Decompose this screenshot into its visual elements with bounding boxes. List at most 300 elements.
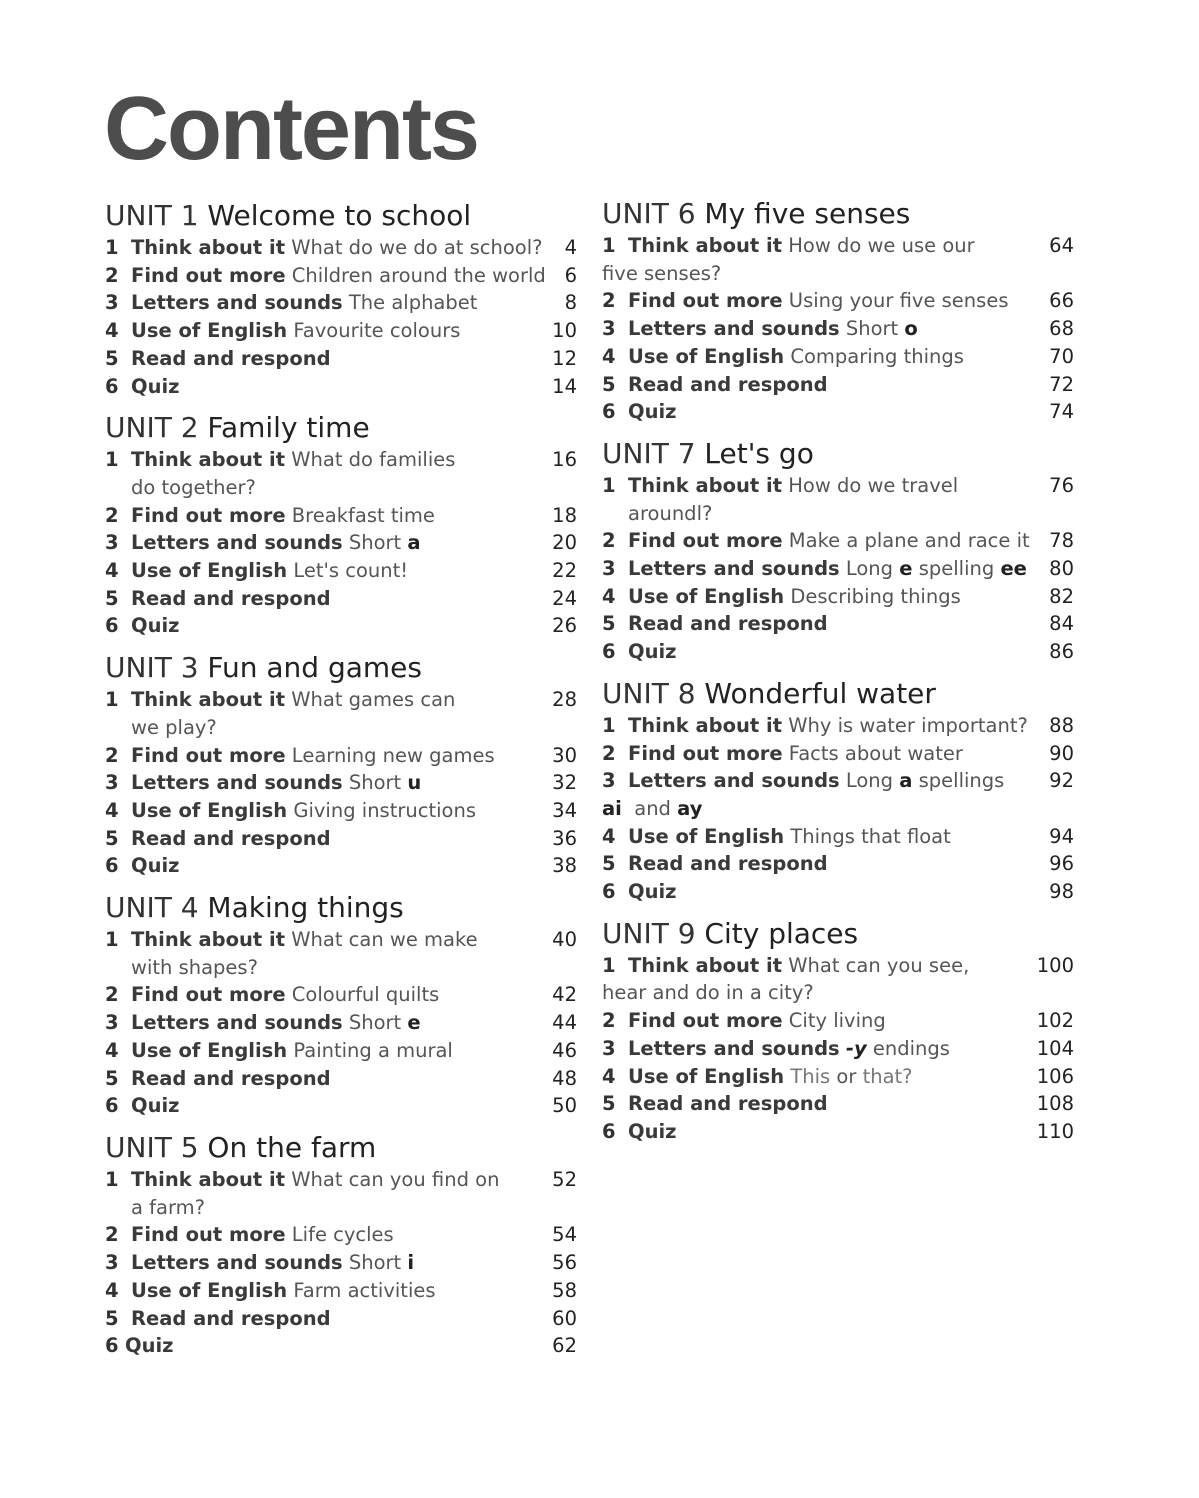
contents-entry[interactable] (602, 472, 1074, 500)
entry-keyword: Use of English (131, 1278, 288, 1302)
entry-number: 6 (105, 1334, 119, 1358)
entry-keyword: Read and respond (628, 372, 828, 396)
entry-number: 3 (602, 769, 616, 793)
entry-keyword: Quiz (131, 854, 180, 878)
contents-entry[interactable] (105, 262, 577, 290)
contents-entry[interactable] (105, 825, 577, 853)
entry-keyword: Read and respond (131, 1066, 331, 1090)
entry-title: Describing things (790, 584, 961, 608)
unit-heading (105, 410, 577, 446)
entry-number: 3 (602, 557, 616, 581)
entry-page: 58 (552, 1278, 577, 1302)
entry-title: Farm activities (293, 1278, 436, 1302)
entry-keyword: Think about it (131, 236, 286, 259)
entry-number: 3 (105, 1251, 119, 1275)
contents-entry-continued (602, 500, 1074, 528)
contents-entry[interactable] (105, 1166, 577, 1194)
contents-entry[interactable] (105, 557, 577, 585)
entry-page: 82 (1049, 584, 1074, 608)
unit-heading (602, 196, 1074, 232)
entry-title: Breakfast time (291, 503, 435, 527)
entry-keyword: Find out more (131, 263, 286, 287)
entry-keyword: Think about it (628, 713, 783, 737)
entry-keyword: Quiz (131, 614, 180, 638)
contents-entry-continued (105, 714, 577, 742)
contents-entry[interactable] (105, 1305, 577, 1333)
contents-entry[interactable] (105, 289, 577, 317)
entry-keyword: Letters and sounds (628, 317, 840, 341)
entry-title: endings (872, 1036, 950, 1060)
contents-entry[interactable] (105, 529, 577, 557)
entry-page: 102 (1036, 1009, 1074, 1033)
entry-word-this: This (790, 1064, 831, 1088)
entry-keyword: Read and respond (628, 1092, 828, 1116)
entry-number: 1 (105, 688, 119, 712)
entry-page: 16 (552, 448, 577, 472)
entry-page: 4 (564, 236, 577, 259)
entry-number: 6 (105, 374, 119, 398)
contents-entry[interactable] (602, 1007, 1074, 1035)
entry-title: Long (845, 557, 894, 581)
unit-label: UNIT 2 (105, 411, 199, 445)
entry-keyword: Letters and sounds (131, 771, 343, 795)
entry-title: Favourite colours (293, 319, 461, 343)
entry-sound-2: ai (602, 796, 622, 820)
entry-title: What can you see, (788, 953, 970, 977)
entry-number: 6 (105, 854, 119, 878)
contents-entry[interactable] (602, 583, 1074, 611)
entry-keyword: Use of English (628, 824, 785, 848)
contents-entry-continued (602, 795, 1074, 823)
entry-number: 4 (105, 559, 119, 583)
contents-entry[interactable] (105, 1009, 577, 1037)
entry-title: Painting a mural (293, 1038, 453, 1062)
contents-entry[interactable] (105, 502, 577, 530)
entry-keyword: Read and respond (131, 1306, 331, 1330)
entry-number: 5 (105, 586, 119, 610)
entry-keyword: Find out more (628, 741, 783, 765)
entry-title-cont: hear and do in a city? (602, 981, 814, 1005)
entry-sound-3: ay (677, 796, 703, 820)
entry-number: 3 (105, 531, 119, 555)
contents-entry[interactable] (105, 797, 577, 825)
entry-number: 4 (602, 344, 616, 368)
entry-page: 94 (1049, 824, 1074, 848)
entry-title: Make a plane and race it (788, 529, 1030, 553)
entry-keyword: Letters and sounds (131, 291, 343, 315)
contents-entry[interactable] (602, 610, 1074, 638)
entry-keyword: Quiz (125, 1334, 174, 1358)
entry-page: 44 (552, 1011, 577, 1035)
entry-number: 6 (105, 1094, 119, 1118)
contents-entry[interactable] (602, 343, 1074, 371)
contents-entry[interactable] (105, 345, 577, 373)
unit-heading (602, 676, 1074, 712)
entry-keyword: Think about it (628, 473, 783, 497)
entry-number: 5 (602, 612, 616, 636)
entry-title: Comparing things (790, 344, 964, 368)
entry-page: 74 (1049, 400, 1074, 424)
contents-entry[interactable] (105, 1065, 577, 1093)
contents-entry[interactable] (602, 527, 1074, 555)
contents-entry[interactable] (105, 446, 577, 474)
entry-page: 98 (1049, 880, 1074, 904)
entry-number: 2 (602, 289, 616, 313)
entry-page: 52 (552, 1167, 577, 1191)
entry-title: Colourful quilts (291, 983, 440, 1007)
entry-page: 72 (1049, 372, 1074, 396)
unit-name: Fun and games (207, 651, 422, 685)
entry-page: 18 (552, 503, 577, 527)
entry-keyword: Find out more (628, 529, 783, 553)
unit-label: UNIT 8 (602, 676, 696, 710)
entry-and: and (634, 796, 671, 820)
entry-keyword: Use of English (628, 344, 785, 368)
entry-number: 5 (105, 346, 119, 370)
entry-page: 60 (552, 1306, 577, 1330)
contents-entry[interactable] (105, 1277, 577, 1305)
entry-title: How do we travel (788, 473, 959, 497)
entry-keyword: Letters and sounds (628, 769, 840, 793)
entry-keyword: Quiz (628, 880, 677, 904)
entry-page: 32 (552, 771, 577, 795)
contents-entry-continued (602, 979, 1074, 1007)
entry-sound: -y (845, 1036, 867, 1060)
entry-page: 48 (552, 1066, 577, 1090)
contents-entry[interactable] (105, 981, 577, 1009)
entry-page: 40 (552, 928, 577, 952)
entry-title: Short (348, 1011, 402, 1035)
entry-title: What do we do at school? (291, 236, 543, 259)
entry-number: 4 (105, 1038, 119, 1062)
entry-number: 5 (602, 1092, 616, 1116)
contents-entry[interactable] (602, 1090, 1074, 1118)
entry-number: 1 (602, 953, 616, 977)
entry-page: 36 (552, 826, 577, 850)
entry-keyword: Quiz (131, 1094, 180, 1118)
entry-keyword: Use of English (131, 559, 288, 583)
unit-label: UNIT 6 (602, 197, 696, 230)
entry-number: 5 (602, 852, 616, 876)
entry-number: 2 (105, 503, 119, 527)
entry-sound: u (407, 771, 422, 795)
entry-page: 90 (1049, 741, 1074, 765)
entry-word-that: that? (862, 1064, 913, 1088)
entry-number: 5 (105, 826, 119, 850)
entry-page: 110 (1036, 1119, 1074, 1143)
entry-keyword: Use of English (628, 584, 785, 608)
contents-entry[interactable] (602, 315, 1074, 343)
unit-label: UNIT 4 (105, 891, 199, 925)
entry-number: 6 (602, 640, 616, 664)
entry-number: 3 (105, 291, 119, 315)
entry-keyword: Think about it (131, 448, 286, 472)
entry-number: 6 (602, 880, 616, 904)
contents-entry[interactable] (602, 823, 1074, 851)
entry-number: 3 (105, 1011, 119, 1035)
entry-sound: o (904, 317, 918, 341)
contents-entry[interactable] (105, 1221, 577, 1249)
entry-number: 1 (105, 236, 119, 259)
entry-number: 4 (602, 584, 616, 608)
entry-title: Children around the world (291, 263, 546, 287)
entry-page: 88 (1049, 713, 1074, 737)
entry-title-cont: aroundl? (628, 501, 713, 525)
contents-entry[interactable] (105, 1332, 577, 1360)
entry-page: 108 (1036, 1092, 1074, 1116)
entry-number: 3 (602, 1036, 616, 1060)
contents-entry[interactable] (602, 767, 1074, 795)
contents-entry[interactable] (602, 712, 1074, 740)
entry-title-b: spelling (918, 557, 995, 581)
unit-label: UNIT 7 (602, 436, 696, 470)
entry-keyword: Use of English (628, 1064, 785, 1088)
unit-label: UNIT 1 (105, 199, 199, 232)
entry-title: or (836, 1064, 857, 1088)
contents-entry[interactable] (602, 371, 1074, 399)
entry-keyword: Find out more (131, 503, 286, 527)
entry-sound: i (407, 1251, 415, 1275)
contents-entry-continued (105, 474, 577, 502)
entry-title: What do families (291, 448, 456, 472)
unit-6 (602, 196, 1074, 426)
entry-page: 28 (552, 688, 577, 712)
entry-page: 70 (1049, 344, 1074, 368)
unit-name: Wonderful water (704, 676, 936, 710)
contents-entry[interactable] (602, 1035, 1074, 1063)
unit-7 (602, 436, 1074, 666)
entry-page: 84 (1049, 612, 1074, 636)
entry-title: How do we use our (788, 234, 975, 257)
entry-title: Why is water important? (788, 713, 1028, 737)
entry-page: 80 (1049, 557, 1074, 581)
entry-page: 100 (1036, 953, 1074, 977)
entry-title: City living (788, 1009, 886, 1033)
contents-entry[interactable] (602, 878, 1074, 906)
contents-entry[interactable] (105, 769, 577, 797)
entry-number: 1 (602, 234, 616, 257)
entry-number: 2 (602, 1009, 616, 1033)
unit-9 (602, 916, 1074, 1146)
entry-number: 4 (105, 1278, 119, 1302)
entry-page: 56 (552, 1251, 577, 1275)
entry-page: 38 (552, 854, 577, 878)
entry-keyword: Use of English (131, 798, 288, 822)
entry-sound-2: ee (1000, 557, 1027, 581)
contents-entry[interactable] (105, 585, 577, 613)
entry-number: 1 (105, 448, 119, 472)
contents-entry[interactable] (602, 1118, 1074, 1146)
entry-keyword: Read and respond (131, 826, 331, 850)
entry-keyword: Think about it (628, 234, 783, 257)
entry-number: 6 (105, 614, 119, 638)
unit-name: On the farm (207, 1130, 377, 1164)
entry-keyword: Find out more (628, 289, 783, 313)
entry-number: 2 (105, 263, 119, 287)
unit-8 (602, 676, 1074, 906)
contents-entry[interactable] (105, 1092, 577, 1120)
entry-keyword: Letters and sounds (628, 557, 840, 581)
entry-keyword: Quiz (628, 1119, 677, 1143)
entry-title-cont: with shapes? (131, 955, 258, 979)
entry-keyword: Quiz (628, 400, 677, 424)
entry-page: 24 (552, 586, 577, 610)
entry-keyword: Letters and sounds (131, 531, 343, 555)
contents-entry[interactable] (105, 234, 577, 262)
entry-page: 26 (552, 614, 577, 638)
entry-page: 22 (552, 559, 577, 583)
contents-entry[interactable] (105, 1037, 577, 1065)
contents-entry[interactable] (105, 317, 577, 345)
unit-heading (105, 650, 577, 686)
contents-column-right (602, 196, 1074, 1156)
entry-page: 64 (1049, 234, 1074, 257)
contents-entry[interactable] (602, 952, 1074, 980)
contents-entry[interactable] (105, 612, 577, 640)
entry-number: 2 (602, 741, 616, 765)
unit-label: UNIT 5 (105, 1130, 199, 1164)
entry-number: 3 (602, 317, 616, 341)
entry-number: 3 (105, 771, 119, 795)
entry-number: 6 (602, 1119, 616, 1143)
entry-page: 104 (1036, 1036, 1074, 1060)
entry-title: Giving instructions (293, 798, 476, 822)
entry-title-b: spellings (918, 769, 1005, 793)
contents-entry-continued (602, 260, 1074, 288)
entry-page: 20 (552, 531, 577, 555)
entry-title-cont: a farm? (131, 1195, 205, 1219)
entry-page: 12 (552, 346, 577, 370)
entry-keyword: Find out more (131, 743, 286, 767)
contents-entry[interactable] (105, 926, 577, 954)
unit-name: Let's go (704, 436, 814, 470)
entry-number: 1 (105, 1167, 119, 1191)
contents-entry[interactable] (602, 287, 1074, 315)
entry-number: 4 (602, 1064, 616, 1088)
entry-page: 10 (552, 319, 577, 343)
unit-name: Welcome to school (207, 199, 472, 232)
entry-keyword: Quiz (628, 640, 677, 664)
entry-keyword: Quiz (131, 374, 180, 398)
entry-title: The alphabet (348, 291, 478, 315)
entry-page: 42 (552, 983, 577, 1007)
entry-sound: e (407, 1011, 421, 1035)
unit-name: Making things (207, 891, 404, 925)
contents-entry[interactable] (105, 686, 577, 714)
entry-number: 5 (105, 1066, 119, 1090)
entry-page: 50 (552, 1094, 577, 1118)
entry-number: 2 (105, 983, 119, 1007)
entry-sound: e (899, 557, 913, 581)
contents-entry[interactable] (602, 638, 1074, 666)
entry-page: 14 (552, 374, 577, 398)
entry-title: Life cycles (291, 1223, 394, 1247)
entry-page: 62 (552, 1334, 577, 1358)
entry-title: Long (845, 769, 894, 793)
unit-heading (602, 916, 1074, 952)
entry-number: 1 (602, 713, 616, 737)
entry-keyword: Letters and sounds (628, 1036, 840, 1060)
unit-heading (105, 1130, 577, 1166)
entry-keyword: Think about it (131, 688, 286, 712)
entry-sound: a (899, 769, 913, 793)
unit-heading (105, 198, 577, 234)
entry-page: 66 (1049, 289, 1074, 313)
entry-keyword: Letters and sounds (131, 1011, 343, 1035)
unit-name: My five senses (704, 197, 911, 230)
contents-entry[interactable] (602, 850, 1074, 878)
entry-page: 92 (1049, 769, 1074, 793)
entry-title: Things that float (790, 824, 951, 848)
entry-page: 8 (564, 291, 577, 315)
entry-page: 30 (552, 743, 577, 767)
unit-name: Family time (207, 411, 370, 445)
entry-page: 106 (1036, 1064, 1074, 1088)
entry-number: 4 (602, 824, 616, 848)
entry-title-cont: do together? (131, 475, 256, 499)
contents-entry-continued (105, 954, 577, 982)
entry-page: 86 (1049, 640, 1074, 664)
entry-page: 6 (564, 263, 577, 287)
unit-name: City places (704, 916, 859, 950)
unit-5 (105, 1130, 577, 1360)
entry-sound: a (407, 531, 421, 555)
unit-2 (105, 410, 577, 640)
entry-page: 46 (552, 1038, 577, 1062)
contents-entry[interactable] (602, 398, 1074, 426)
entry-title: What can you find on (291, 1167, 500, 1191)
entry-number: 2 (602, 529, 616, 553)
entry-page: 96 (1049, 852, 1074, 876)
contents-entry[interactable] (105, 852, 577, 880)
contents-entry[interactable] (602, 740, 1074, 768)
contents-entry[interactable] (105, 742, 577, 770)
entry-number: 1 (105, 928, 119, 952)
entry-title: Short (348, 771, 402, 795)
unit-heading (602, 436, 1074, 472)
entry-page: 68 (1049, 317, 1074, 341)
entry-number: 4 (105, 798, 119, 822)
contents-column-left (105, 198, 577, 1370)
unit-3 (105, 650, 577, 880)
entry-page: 78 (1049, 529, 1074, 553)
contents-entry[interactable] (602, 1063, 1074, 1091)
entry-keyword: Find out more (131, 983, 286, 1007)
unit-1 (105, 198, 577, 400)
entry-title: Let's count! (293, 559, 409, 583)
entry-number: 1 (602, 473, 616, 497)
contents-entry[interactable] (602, 232, 1074, 260)
entry-title: Facts about water (788, 741, 963, 765)
entry-title: What can we make (291, 928, 478, 952)
contents-entry[interactable] (105, 373, 577, 401)
entry-title-cont: we play? (131, 715, 217, 739)
entry-number: 5 (602, 372, 616, 396)
entry-title: What games can (291, 688, 456, 712)
entry-keyword: Use of English (131, 1038, 288, 1062)
entry-title: Short (845, 317, 899, 341)
entry-title-cont: five senses? (602, 261, 722, 285)
page-title: Contents (104, 79, 478, 179)
entry-title: Short (348, 1251, 402, 1275)
contents-entry[interactable] (602, 555, 1074, 583)
entry-keyword: Read and respond (628, 852, 828, 876)
entry-number: 2 (105, 743, 119, 767)
entry-keyword: Find out more (131, 1223, 286, 1247)
entry-keyword: Think about it (131, 1167, 286, 1191)
contents-entry[interactable] (105, 1249, 577, 1277)
entry-title: Short (348, 531, 402, 555)
